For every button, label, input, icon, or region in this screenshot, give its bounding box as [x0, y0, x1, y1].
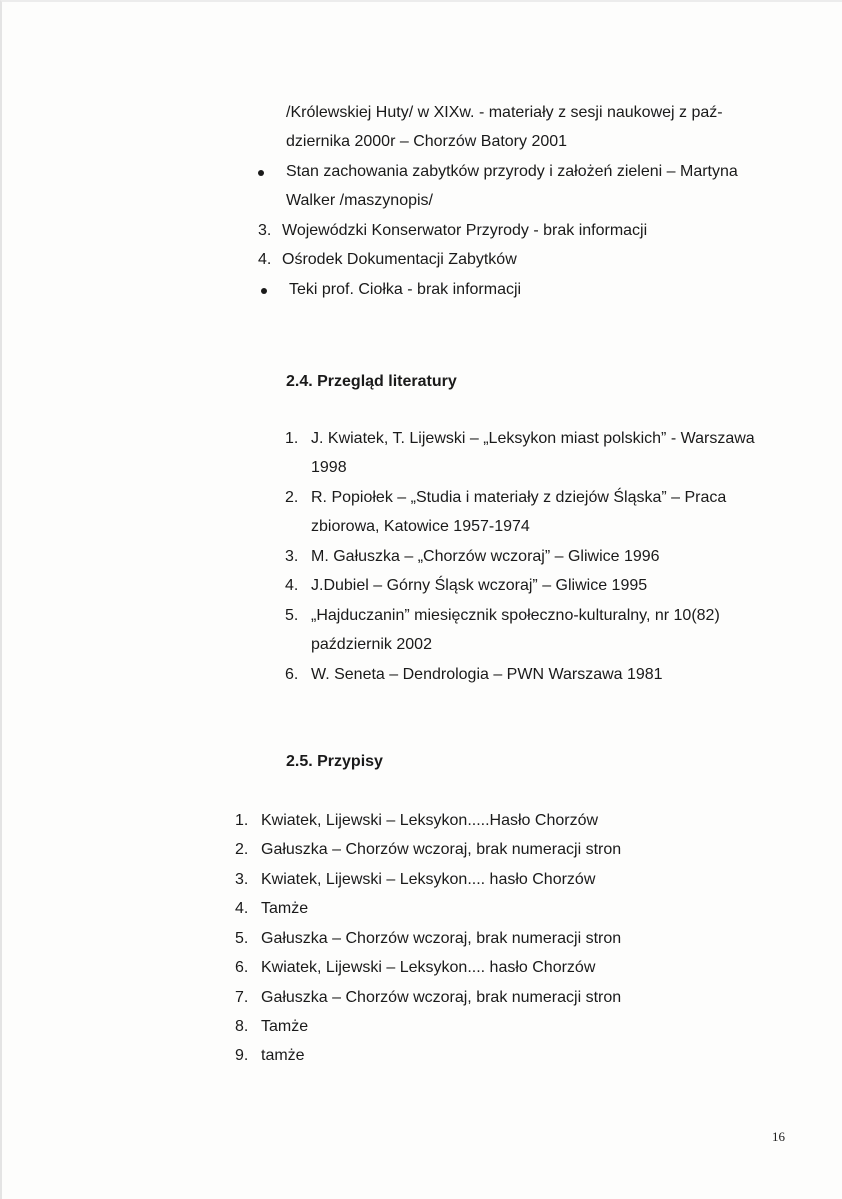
bullet-dot — [261, 288, 267, 294]
footnote-number: 9. — [235, 1047, 249, 1064]
footnote-text: Kwiatek, Lijewski – Leksykon.....Hasło Chorzów — [261, 812, 599, 829]
literature-number: 5. — [285, 607, 299, 624]
footnote-number: 4. — [235, 900, 249, 917]
bullet-item-2: Teki prof. Ciołka - brak informacji — [289, 281, 522, 298]
footnote-number: 1. — [235, 812, 249, 829]
footnote-text: tamże — [261, 1047, 305, 1064]
continuation-line-2: dziernika 2000r – Chorzów Batory 2001 — [286, 133, 568, 150]
bullet-dot — [258, 170, 264, 176]
literature-item-line: J.Dubiel – Górny Śląsk wczoraj” – Gliwice 1995 — [311, 577, 648, 594]
literature-item-line: W. Seneta – Dendrologia – PWN Warszawa 1981 — [311, 666, 663, 683]
literature-item-line: zbiorowa, Katowice 1957-1974 — [311, 518, 530, 535]
bullet-item-1-line-1: Stan zachowania zabytków przyrody i założeń zieleni – Martyna — [286, 163, 738, 180]
list-number-3: 3. — [258, 222, 272, 239]
literature-item-line: październik 2002 — [311, 636, 432, 653]
list-item-4-text: Ośrodek Dokumentacji Zabytków — [282, 251, 517, 268]
footnote-number: 2. — [235, 841, 249, 858]
literature-number: 1. — [285, 430, 299, 447]
footnote-text: Gałuszka – Chorzów wczoraj, brak numeracji stron — [261, 841, 622, 858]
footnote-text: Tamże — [261, 1018, 309, 1035]
footnote-number: 7. — [235, 989, 249, 1006]
literature-number: 4. — [285, 577, 299, 594]
literature-number: 6. — [285, 666, 299, 683]
footnote-text: Kwiatek, Lijewski – Leksykon.... hasło Chorzów — [261, 959, 596, 976]
footnote-number: 5. — [235, 930, 249, 947]
literature-item-line: M. Gałuszka – „Chorzów wczoraj” – Gliwice 1996 — [311, 548, 660, 565]
literature-item-line: J. Kwiatek, T. Lijewski – „Leksykon miast polskich” - Warszawa — [311, 430, 755, 447]
footnote-number: 6. — [235, 959, 249, 976]
bullet-item-1-line-2: Walker /maszynopis/ — [286, 192, 433, 209]
continuation-line-1: /Królewskiej Huty/ w XIXw. - materiały z sesji naukowej z paź- — [286, 104, 723, 121]
section-heading-footnotes: 2.5. Przypisy — [286, 753, 383, 770]
footnote-text: Gałuszka – Chorzów wczoraj, brak numeracji stron — [261, 930, 622, 947]
footnote-number: 8. — [235, 1018, 249, 1035]
page-number: 16 — [772, 1129, 785, 1144]
literature-number: 3. — [285, 548, 299, 565]
literature-item-line: 1998 — [311, 459, 347, 476]
literature-number: 2. — [285, 489, 299, 506]
footnote-text: Kwiatek, Lijewski – Leksykon.... hasło Chorzów — [261, 871, 596, 888]
literature-item-line: „Hajduczanin” miesięcznik społeczno-kulturalny, nr 10(82) — [311, 607, 720, 624]
list-item-3-text: Wojewódzki Konserwator Przyrody - brak informacji — [282, 222, 648, 239]
footnote-number: 3. — [235, 871, 249, 888]
section-heading-literature: 2.4. Przegląd literatury — [286, 373, 457, 390]
footnote-text: Gałuszka – Chorzów wczoraj, brak numeracji stron — [261, 989, 622, 1006]
footnote-text: Tamże — [261, 900, 309, 917]
list-number-4: 4. — [258, 251, 272, 268]
literature-item-line: R. Popiołek – „Studia i materiały z dziejów Śląska” – Praca — [311, 489, 727, 506]
